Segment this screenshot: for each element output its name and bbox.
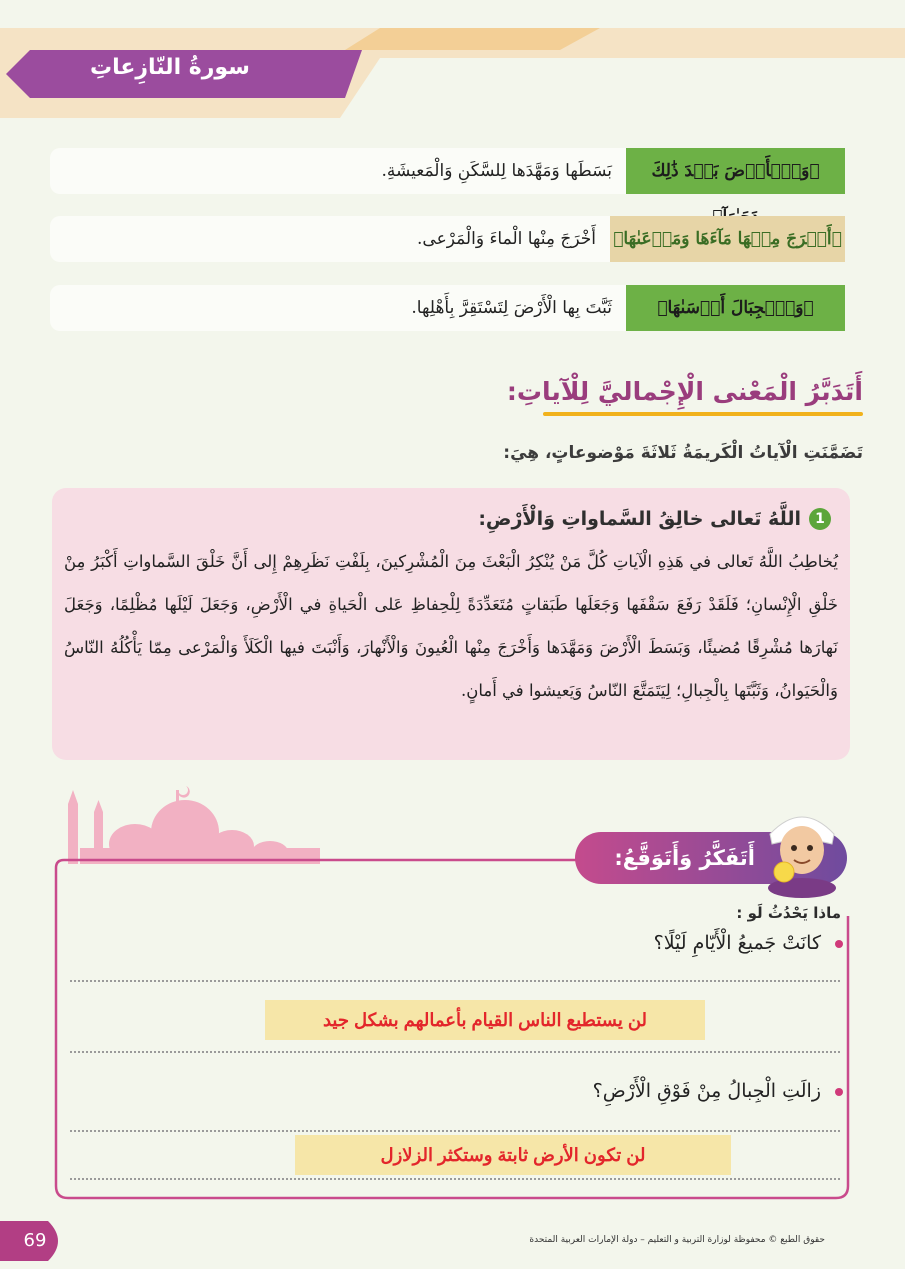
question-text: زالَتِ الْجِبالُ مِنْ فَوْقِ الْأَرْضِ؟ xyxy=(592,1080,821,1102)
question-item xyxy=(243,1073,843,1109)
mosque-silhouette-icon xyxy=(60,782,320,864)
vocab-row xyxy=(50,285,845,331)
heading-underline xyxy=(543,412,863,416)
question-item xyxy=(243,925,843,961)
question-text: كانَتْ جَميعُ الْأَيّامِ لَيْلًا؟ xyxy=(653,932,821,954)
vocab-row xyxy=(50,148,845,194)
topic-number-badge: 1 xyxy=(809,508,831,530)
answer-text[interactable]: لن يستطيع الناس القيام بأعمالهم بشكل جيد xyxy=(265,1000,705,1040)
what-if-prompt: ماذا يَحْدُثُ لَو : xyxy=(736,904,841,922)
vocab-word: ﴿أَخۡرَجَ مِنۡهَا مَآءَهَا وَمَرۡعَىٰهَا﴾ xyxy=(610,216,845,262)
topic-body: يُخاطِبُ اللَّهُ تَعالى في هَذِهِ الْآياتِ كُلَّ مَنْ يُنْكِرُ الْبَعْثَ مِنَ الْمُشْرِكينَ، بِلَفْتِ نَظَرِهِمْ إِلى أَنَّ خَلْقَ السَّماواتِ أَكْبَرُ مِنْ خَلْقِ الْإِنْسانِ؛ فَلَقَدْ رَفَعَ سَقْفَها وَجَعَلَها طَبَقاتٍ مُتَعَدِّدَةً لِلْحِفاظِ عَلى الْحَياةِ في الْأَرْضِ، وَجَعَلَ لَيْلَها مُظْلِمًا، وَجَعَلَ نَهارَها مُشْرِقًا مُضيئًا، وَبَسَطَ الْأَرْضَ وَمَهَّدَها وَأَخْرَجَ مِنْها الْعُيونَ وَالْأَنْهارَ، وَأَنْبَتَ فيها الْكَلَأَ وَالْمَرْعى مِمّا يَأْكُلُهُ النّاسُ وَالْحَيَوانُ، وَثَبَّتَها بِالْجِبالِ؛ لِيَتَمَتَّعَ النّاسُ وَيَعيشوا في أَمانٍ. xyxy=(64,552,838,700)
bullet-icon xyxy=(835,1088,843,1096)
page-number: 69 xyxy=(23,1230,47,1251)
section-heading: أَتَدَبَّرُ الْمَعْنى الْإِجْماليَّ لِلْآياتِ: xyxy=(506,377,863,406)
surah-title: سورةُ النّازِعاتِ xyxy=(90,55,250,80)
bullet-icon xyxy=(835,940,843,948)
vocab-meaning: بَسَطَها وَمَهَّدَها لِلسَّكَنِ وَالْمَعيشَةِ. xyxy=(50,148,626,194)
copyright-notice: حقوق الطبع © محفوظة لوزارة التربية و التعليم – دولة الإمارات العربية المتحدة xyxy=(529,1235,825,1245)
vocab-word: ﴿وَٱلۡجِبَالَ أَرۡسَىٰهَا﴾ xyxy=(626,285,845,331)
boy-character-icon xyxy=(756,800,848,892)
answer-line xyxy=(70,1130,840,1132)
think-label: أَتَفَكَّرُ وَأَتَوَقَّعُ: xyxy=(614,846,755,870)
topic-title: اللَّهُ تَعالى خالِقُ السَّماواتِ وَالْأَرْضِ: xyxy=(478,508,801,530)
topics-intro: تَضَمَّنَتِ الْآياتُ الْكَريمَةُ ثَلاثَةَ مَوْضوعاتٍ، هِيَ: xyxy=(503,443,863,463)
answer-line xyxy=(70,1178,840,1180)
answer-line xyxy=(70,980,840,982)
vocab-row xyxy=(50,216,845,262)
answer-text[interactable]: لن تكون الأرض ثابتة وستكثر الزلازل xyxy=(295,1135,731,1175)
vocab-meaning: أَخْرَجَ مِنْها الْماءَ وَالْمَرْعى. xyxy=(50,216,610,262)
vocab-meaning: ثَبَّتَ بِها الْأَرْضَ لِتَسْتَقِرَّ بِأَهْلِها. xyxy=(50,285,626,331)
answer-line xyxy=(70,1051,840,1053)
vocab-word: ﴿وَٱلۡأَرۡضَ بَعۡدَ ذَٰلِكَ xyxy=(626,148,845,194)
